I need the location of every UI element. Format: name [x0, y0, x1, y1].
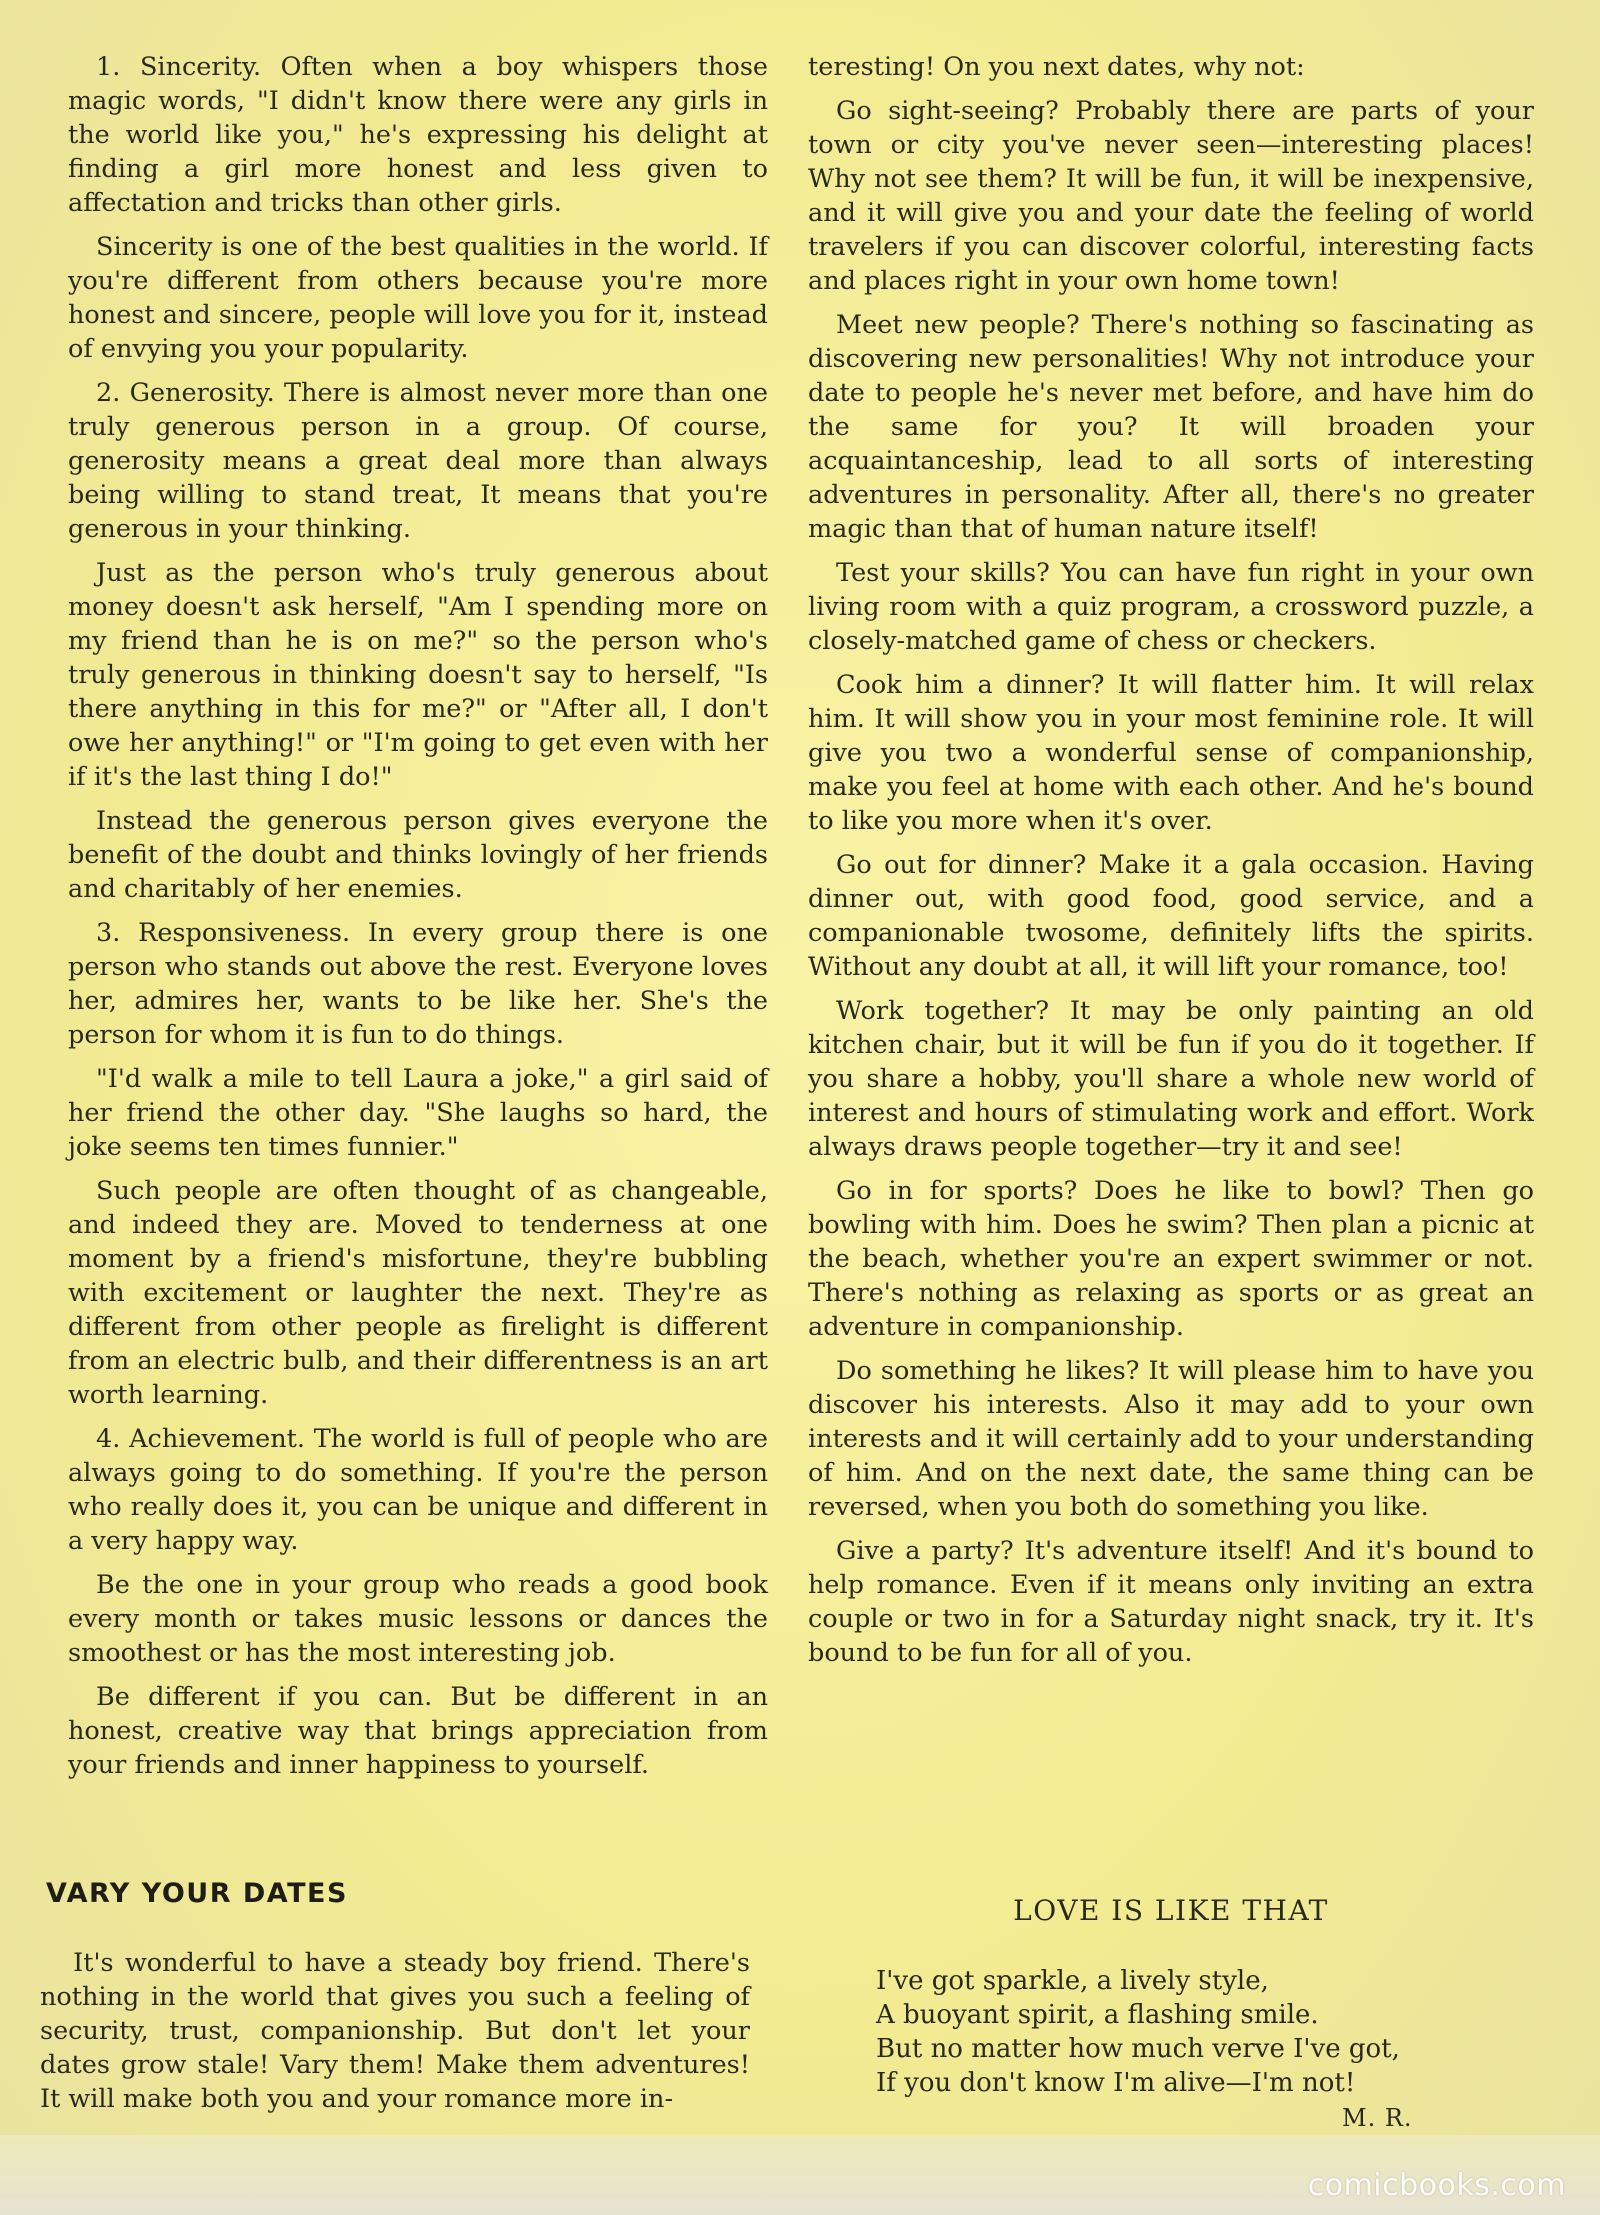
- paragraph-work-together: Work together? It may be only painting an old kitchen chair, but it will be fun if you do it together. If you share a hobby, you'll share a whole new world of interest and hours of stimulating work and effort. Work always draws people together—try it and see!: [808, 996, 1534, 1162]
- poem: [876, 1964, 1476, 2100]
- paragraph-sports: Go in for sports? Does he like to bowl? Then go bowling with him. Does he swim? Then plan a picnic at the beach, whether you're an expert swimmer or not. There's nothing as relaxing as sports or as great an adventure in companionship.: [808, 1176, 1534, 1342]
- right-column: [808, 50, 1534, 1680]
- vary-your-dates-heading: VARY YOUR DATES: [46, 1878, 348, 1909]
- paragraph: "I'd walk a mile to tell Laura a joke," a girl said of her friend the other day. "She laughs so hard, the joke seems ten times funnier.": [68, 1064, 768, 1162]
- paragraph-meet-people: Meet new people? There's nothing so fascinating as discovering new personalities! Why not introduce your date to people he's never met before, and have him do the same for you? It will broaden your acquaintanceship, lead to all sorts of interesting adventures in personality. After all, there's no greater magic than that of human nature itself!: [808, 310, 1534, 544]
- paragraph-continuation: teresting! On you next dates, why not:: [808, 52, 1305, 82]
- paragraph: Just as the person who's truly generous about money doesn't ask herself, "Am I spending more on my friend than he is on me?" so the person who's truly generous in thinking doesn't say to herself, "Is there anything in this for me?" or "After all, I don't owe her anything!" or "I'm going to get even with her if it's the last thing I do!": [68, 558, 768, 792]
- paragraph-test-skills: Test your skills? You can have fun right in your own living room with a quiz program, a crossword puzzle, a closely-matched game of chess or checkers.: [808, 558, 1534, 656]
- poem-line: But no matter how much verve I've got,: [876, 2034, 1400, 2064]
- paragraph-dinner-out: Go out for dinner? Make it a gala occasion. Having dinner out, with good food, good service, and a companionable twosome, definitely lifts the spirits. Without any doubt at all, it will lift your romance, too!: [808, 850, 1534, 982]
- paragraph-sincerity: 1. Sincerity. Often when a boy whispers those magic words, "I didn't know there were any girls in the world like you," he's expressing his delight at finding a girl more honest and less given to affectation and tricks than other girls.: [68, 52, 768, 218]
- paragraph: Instead the generous person gives everyone the benefit of the doubt and thinks lovingly of her friends and charitably of her enemies.: [68, 806, 768, 904]
- paragraph-generosity: 2. Generosity. There is almost never more than one truly generous person in a group. Of course, generosity means a great deal more than always being willing to stand treat, It means that you're generous in your thinking.: [68, 378, 768, 544]
- poem-line: If you don't know I'm alive—I'm not!: [876, 2068, 1356, 2098]
- poem-title: LOVE IS LIKE THAT: [1013, 1894, 1329, 1927]
- poem-line: I've got sparkle, a lively style,: [876, 1966, 1269, 1996]
- left-column: [68, 50, 768, 1792]
- poem-line: A buoyant spirit, a flashing smile.: [876, 2000, 1319, 2030]
- paragraph: It's wonderful to have a steady boy friend. There's nothing in the world that gives you such a feeling of security, trust, companionship. But don't let your dates grow stale! Vary them! Make them adventures! It will make both you and your romance more in-: [40, 1948, 750, 2114]
- watermark: comicbooks.com: [1307, 2168, 1566, 2203]
- poem-signature: M. R.: [1342, 2104, 1413, 2132]
- paragraph-responsiveness: 3. Responsiveness. In every group there is one person who stands out above the rest. Everyone loves her, admires her, wants to be like her. She's the person for whom it is fun to do things.: [68, 918, 768, 1050]
- paragraph-achievement: 4. Achievement. The world is full of people who are always going to do something. If you're the person who really does it, you can be unique and different in a very happy way.: [68, 1424, 768, 1556]
- paragraph: Be the one in your group who reads a good book every month or takes music lessons or dances the smoothest or has the most interesting job.: [68, 1570, 768, 1668]
- paragraph: Sincerity is one of the best qualities in the world. If you're different from others because you're more honest and sincere, people will love you for it, instead of envying you your popularity.: [68, 232, 768, 364]
- paragraph-sight-seeing: Go sight-seeing? Probably there are parts of your town or city you've never seen—interesting places! Why not see them? It will be fun, it will be inexpensive, and it will give you and your date the feeling of world travelers if you can discover colorful, interesting facts and places right in your own home town!: [808, 96, 1534, 296]
- paragraph-party: Give a party? It's adventure itself! And it's bound to help romance. Even if it means only inviting an extra couple or two in for a Saturday night snack, try it. It's bound to be fun for all of you.: [808, 1536, 1534, 1668]
- paragraph: Be different if you can. But be different in an honest, creative way that brings appreciation from your friends and inner happiness to yourself.: [68, 1682, 768, 1780]
- vary-your-dates-body: [40, 1946, 750, 2116]
- paragraph-cook-dinner: Cook him a dinner? It will flatter him. It will relax him. It will show you in your most feminine role. It will give you two a wonderful sense of companionship, make you feel at home with each other. And he's bound to like you more when it's over.: [808, 670, 1534, 836]
- paragraph: Such people are often thought of as changeable, and indeed they are. Moved to tenderness at one moment by a friend's misfortune, they're bubbling with excitement or laughter the next. They're as different from other people as firelight is different from an electric bulb, and their differentness is an art worth learning.: [68, 1176, 768, 1410]
- paragraph-something-he-likes: Do something he likes? It will please him to have you discover his interests. Also it may add to your own interests and it will certainly add to your understanding of him. And on the next date, the same thing can be reversed, when you both do something you like.: [808, 1356, 1534, 1522]
